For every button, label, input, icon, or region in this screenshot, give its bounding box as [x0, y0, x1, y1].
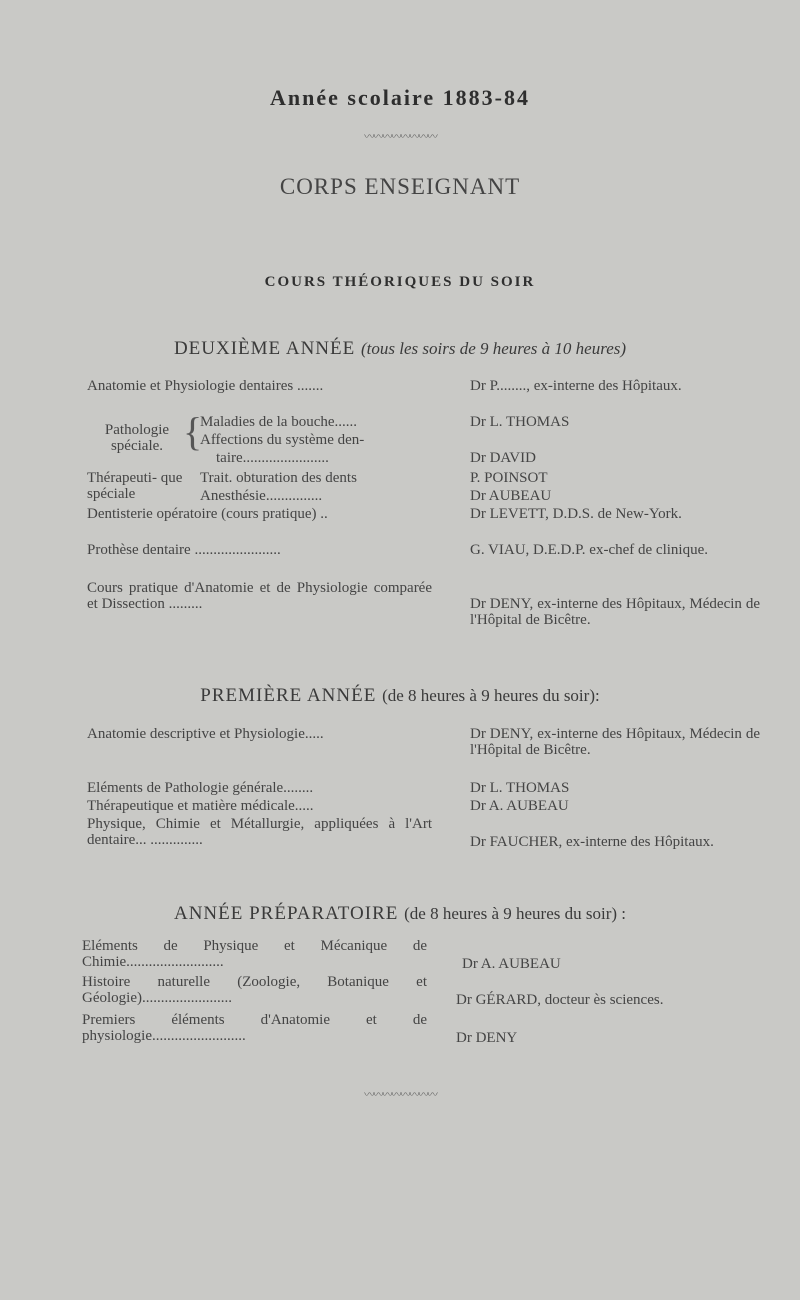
row-prothese-right: G. VIAU, D.E.D.P. ex-chef de clinique. [470, 542, 709, 558]
row-physique-left: Physique, Chimie et Métallurgie, appliquées à l'Art dentaire... .............. [87, 816, 432, 848]
deuxieme-heading [0, 338, 800, 360]
row-therapeutique-med-left: Thérapeutique et matière médicale..... [87, 798, 314, 814]
deuxieme-title: DEUXIÈME ANNÉE [173, 338, 356, 359]
row-therapeutique-sub2: Anesthésie............... [200, 488, 323, 504]
row-pathologie-sub2: Affections du système den- [200, 432, 365, 448]
row-dentisterie-right: Dr LEVETT, D.D.S. de New-York. [470, 506, 682, 522]
row-anat-desc-right: Dr DENY, ex-interne des Hôpitaux, Médecin de l'Hôpital de Bicêtre. [470, 726, 760, 758]
row-physique-meca-right: Dr A. AUBEAU [462, 956, 561, 972]
row-pathologie-sub3: taire....................... [216, 450, 329, 466]
row-pathologie-left: Pathologie spéciale. [104, 422, 170, 454]
row-elements-patho-right: Dr L. THOMAS [470, 780, 570, 796]
row-premiers-elements-right: Dr DENY [456, 1030, 518, 1046]
row-elements-patho-left: Eléments de Pathologie générale........ [87, 780, 314, 796]
preparatoire-title: ANNÉE PRÉPARATOIRE [173, 903, 399, 924]
row-pathologie-right2: Dr DAVID [470, 450, 536, 466]
row-pathologie-right1: Dr L. THOMAS [470, 414, 570, 430]
cours-title: COURS THÉORIQUES DU SOIR [264, 274, 536, 290]
deuxieme-note: (tous les soirs de 9 heures à 10 heures) [360, 339, 627, 358]
corps-title: CORPS ENSEIGNANT [279, 174, 521, 199]
premiere-note: (de 8 heures à 9 heures du soir): [382, 686, 600, 705]
premiere-heading [0, 685, 800, 707]
row-prothese-left: Prothèse dentaire ....................... [87, 542, 281, 558]
brace-pathologie: { [183, 409, 203, 454]
row-therapeutique-right2: Dr AUBEAU [470, 488, 552, 504]
row-dentisterie-left: Dentisterie opératoire (cours pratique) .. [87, 506, 328, 522]
row-therapeutique-right1: P. POINSOT [470, 470, 548, 486]
row-physique-meca-left: Eléments de Physique et Mécanique de Chimie.......................... [82, 938, 427, 970]
preparatoire-heading [0, 903, 800, 925]
row-cours-pratique-left: Cours pratique d'Anatomie et de Physiologie comparée et Dissection ......... [87, 580, 432, 612]
row-anatomie-right: Dr P........, ex-interne des Hôpitaux. [470, 378, 682, 394]
row-pathologie-sub1: Maladies de la bouche...... [200, 414, 358, 430]
row-histoire-right: Dr GÉRARD, docteur ès sciences. [456, 992, 664, 1008]
row-anatomie-left: Anatomie et Physiologie dentaires ....... [87, 378, 324, 394]
row-premiers-elements-left: Premiers éléments d'Anatomie et de physiologie......................... [82, 1012, 427, 1044]
row-cours-pratique-right: Dr DENY, ex-interne des Hôpitaux, Médecin de l'Hôpital de Bicêtre. [470, 596, 760, 628]
bottom-ornament-divider: 〰〰〰〰〰〰〰〰 [364, 1089, 436, 1101]
premiere-title: PREMIÈRE ANNÉE [200, 685, 377, 706]
preparatoire-note: (de 8 heures à 9 heures du soir) : [404, 904, 627, 923]
ornament-divider: 〰〰〰〰〰〰〰〰 [364, 131, 436, 143]
row-histoire-left: Histoire naturelle (Zoologie, Botanique et Géologie)........................ [82, 974, 427, 1006]
row-therapeutique-med-right: Dr A. AUBEAU [470, 798, 569, 814]
row-therapeutique-sub1: Trait. obturation des dents [200, 470, 357, 486]
row-physique-right: Dr FAUCHER, ex-interne des Hôpitaux. [470, 834, 714, 850]
row-therapeutique-left: Thérapeuti- que spéciale [87, 470, 183, 502]
row-anat-desc-left: Anatomie descriptive et Physiologie..... [87, 726, 324, 742]
year-title: Année scolaire 1883-84 [270, 85, 530, 110]
